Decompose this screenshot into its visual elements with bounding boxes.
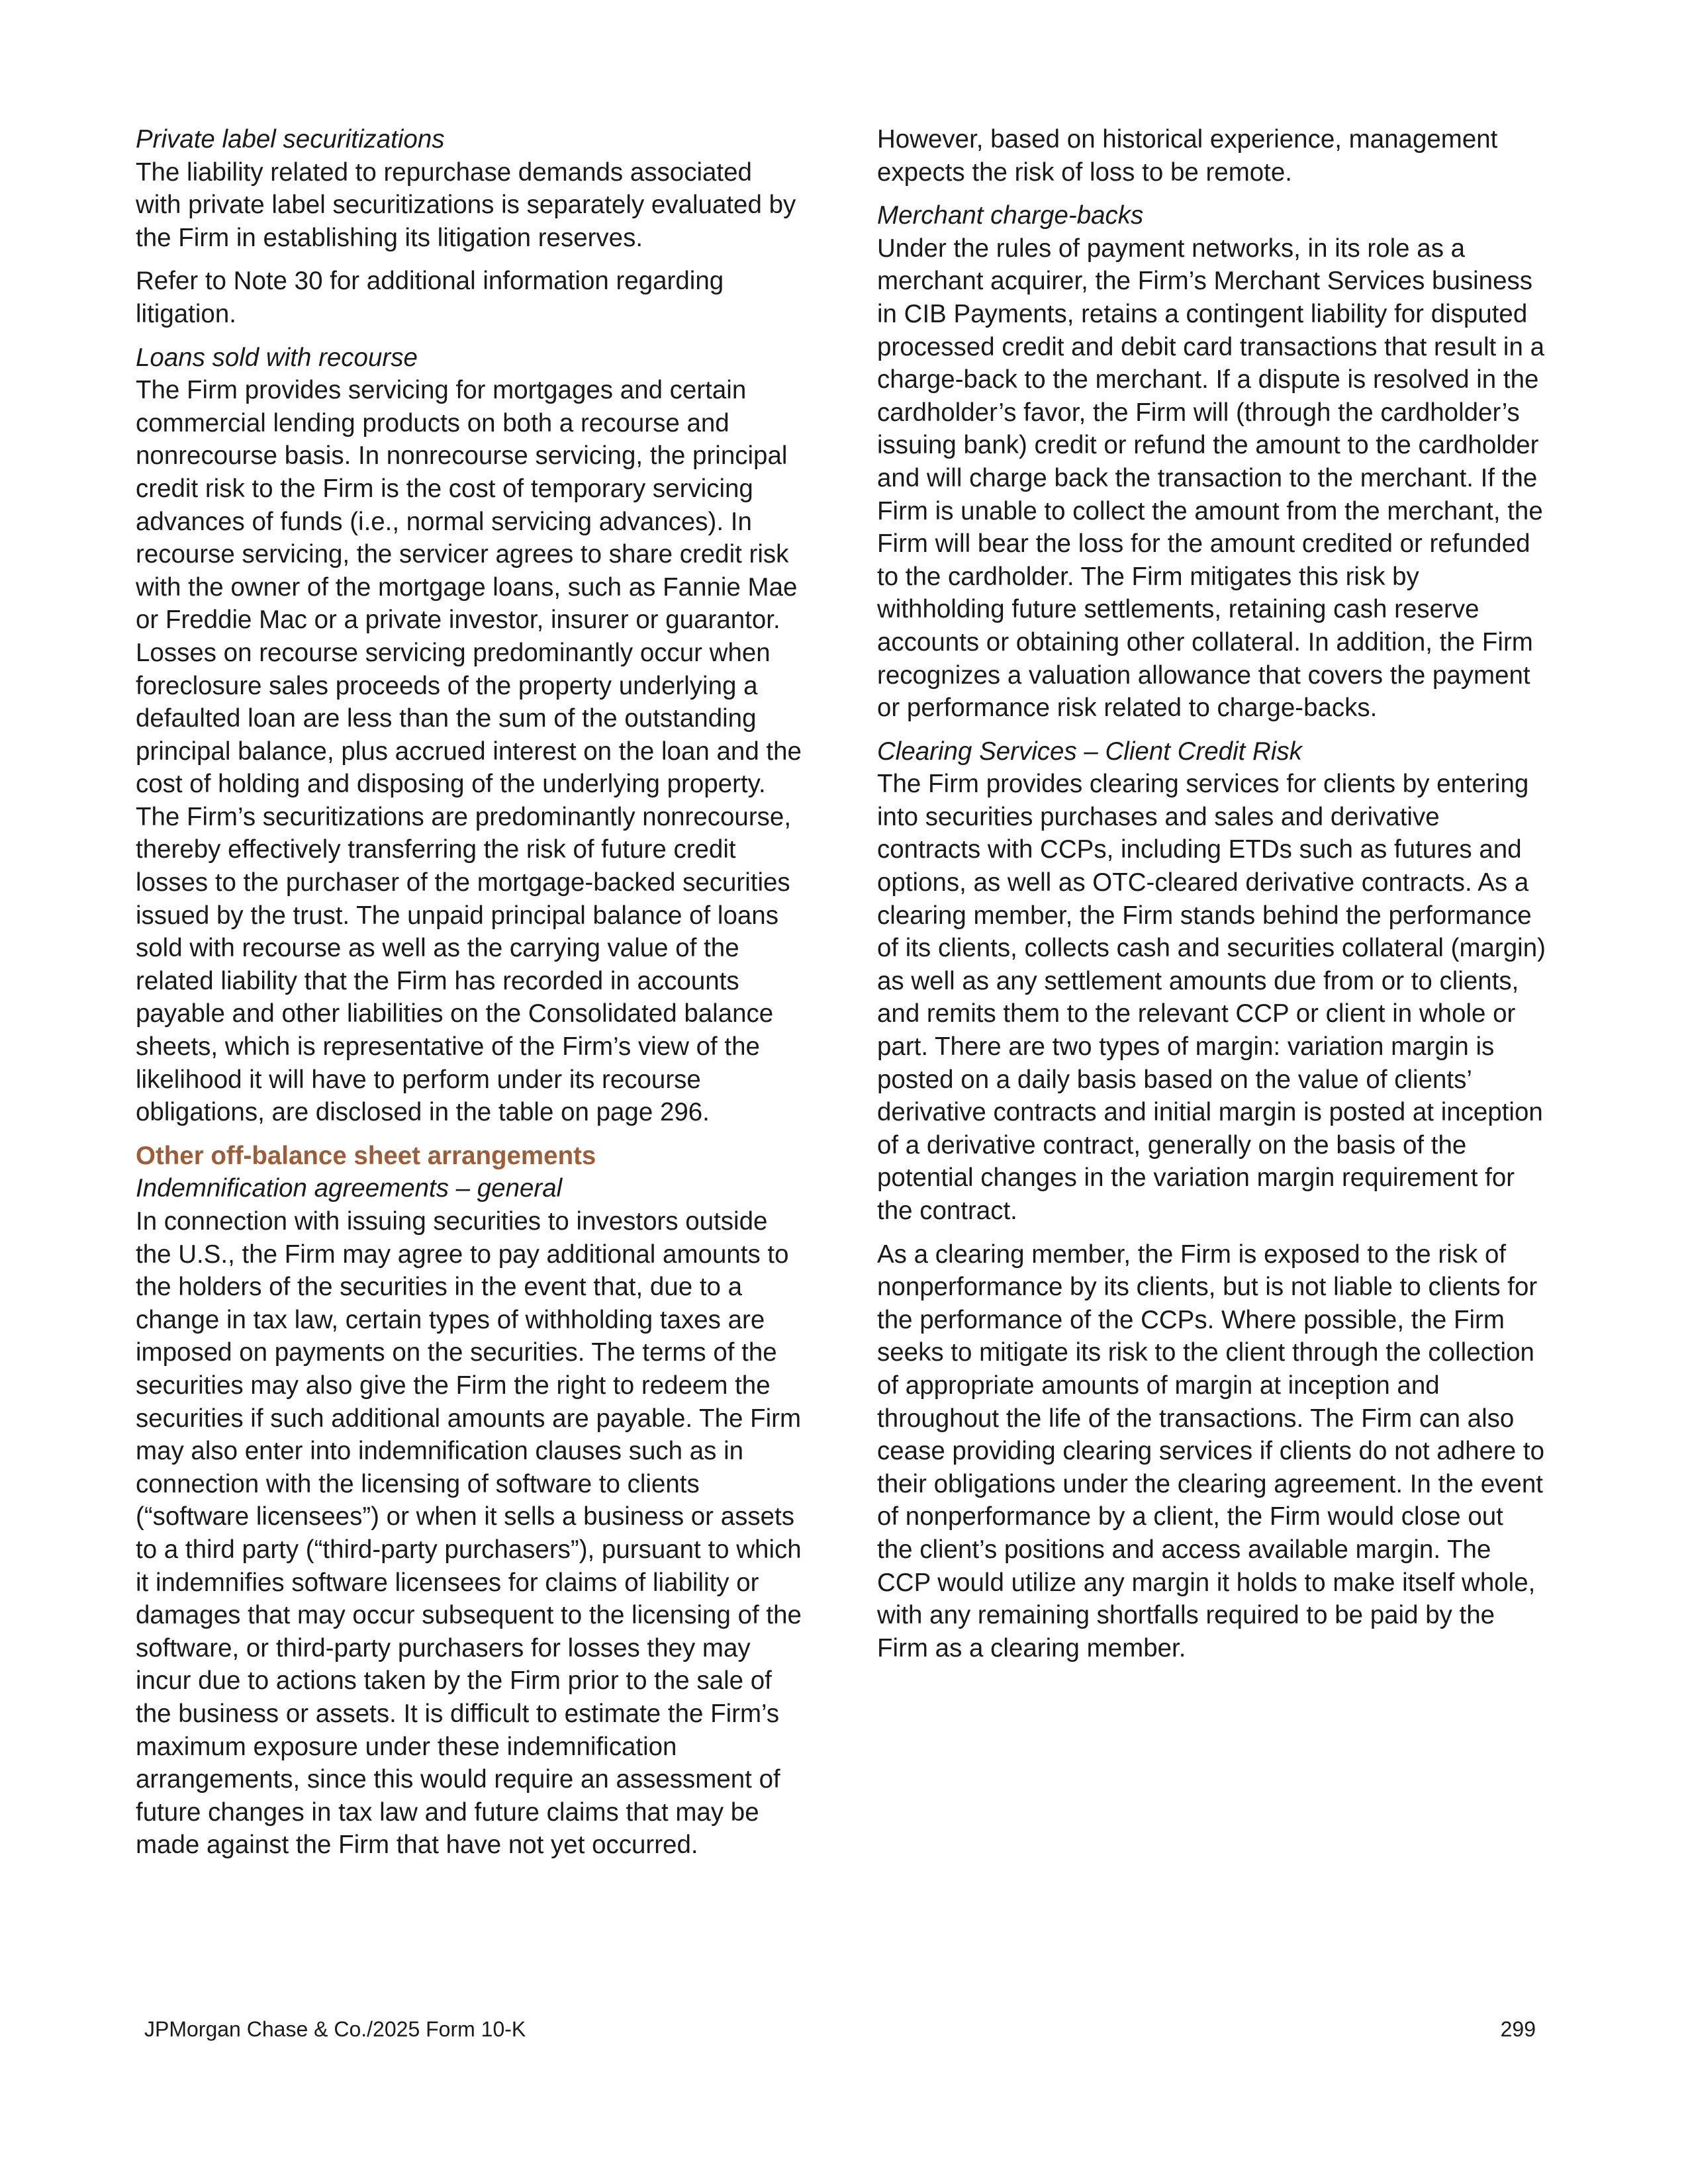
- indemnification-heading: Indemnification agreements – general: [136, 1174, 563, 1203]
- right-column: [877, 123, 1546, 1675]
- page-number: 299: [1500, 2017, 1536, 2041]
- clearing-paragraph-2: As a clearing member, the Firm is exposed to the risk of nonperformance by its clients, but is not liable to clients for the performance of the CCPs. Where possible, the Firm seeks to mitigate its risk to the client through the collection of appropriate amounts of margin at inception and throughout the life of the transactions. The Firm can also cease providing clearing services if clients do not adhere to their obligations under the clearing agreement. In the event of nonperformance by a client, the Firm would close out the client’s positions and access available margin. The CCP would utilize any margin it holds to make itself whole, with any remaining shortfalls required to be paid by the Firm as a clearing member.: [877, 1240, 1544, 1662]
- continuation-paragraph: However, based on historical experience, management expects the risk of loss to be remote.: [877, 125, 1498, 187]
- private-label-heading: Private label securitizations: [136, 125, 445, 154]
- left-column: [136, 123, 804, 1872]
- clearing-section: [877, 735, 1546, 1228]
- merchant-paragraph: Under the rules of payment networks, in its role as a merchant acquirer, the Firm’s Merchant Services business in CIB Payments, retains a contingent liability for disputed processed credit and debit card transactions that result in a charge-back to the merchant. If a dispute is resolved in the cardholder’s favor, the Firm will (through the cardholder’s issuing bank) credit or refund the amount to the cardholder and will charge back the transaction to the merchant. If the Firm is unable to collect the amount from the merchant, the Firm will bear the loss for the amount credited or refunded to the cardholder. The Firm mitigates this risk by withholding future settlements, retaining cash reserve accounts or obtaining other collateral. In addition, the Firm recognizes a valuation allowance that covers the payment or performance risk related to charge-backs.: [877, 234, 1544, 723]
- clearing-paragraph: The Firm provides clearing services for clients by entering into securities purchases and sales and derivative contracts with CCPs, including ETDs such as futures and options, as well as OTC-cleared derivative contracts. As a clearing member, the Firm stands behind the performance of its clients, collects cash and securities collateral (margin) as well as any settlement amounts due from or to clients, and remits them to the relevant CCP or client in whole or part. There are two types of margin: variation margin is posted on a daily basis based on the value of clients’ derivative contracts and initial margin is posted at inception of a derivative contract, generally on the basis of the potential changes in the variation margin requirement for the contract.: [877, 770, 1546, 1225]
- section-heading-other-off-balance: Other off-balance sheet arrangements: [136, 1141, 596, 1170]
- other-off-balance-section: [136, 1140, 804, 1862]
- footer-source: JPMorgan Chase & Co./2025 Form 10-K: [144, 2017, 526, 2041]
- clearing-heading: Clearing Services – Client Credit Risk: [877, 737, 1302, 766]
- litigation-reference-paragraph: Refer to Note 30 for additional information regarding litigation.: [136, 267, 724, 328]
- private-label-paragraph: The liability related to repurchase demands associated with private label securitizations is separately evaluated by the Firm in establishing its litigation reserves.: [136, 158, 796, 252]
- loans-sold-paragraph: The Firm provides servicing for mortgages and certain commercial lending products on both a recourse and nonrecourse basis. In nonrecourse servicing, the principal credit risk to the Firm is the cost of temporary servicing advances of funds (i.e., normal servicing advances). In recourse servicing, the servicer agrees to share credit risk with the owner of the mortgage loans, such as Fannie Mae or Freddie Mac or a private investor, insurer or guarantor. Losses on recourse servicing predominantly occur when foreclosure sales proceeds of the property underlying a defaulted loan are less than the sum of the outstanding principal balance, plus accrued interest on the loan and the cost of holding and disposing of the underlying property. The Firm’s securitizations are predominantly nonrecourse, thereby effectively transferring the risk of future credit losses to the purchaser of the mortgage-backed securities issued by the trust. The unpaid principal balance of loans sold with recourse as well as the carrying value of the related liability that the Firm has recorded in accounts payable and other liabilities on the Consolidated balance sheets, which is representative of the Firm’s view of the likelihood it will have to perform under its recourse obligations, are disclosed in the table on page 296.: [136, 376, 802, 1127]
- private-label-section: [136, 123, 804, 254]
- loans-sold-section: [136, 341, 804, 1129]
- merchant-heading: Merchant charge-backs: [877, 201, 1144, 230]
- indemnification-paragraph: In connection with issuing securities to investors outside the U.S., the Firm may agree to pay additional amounts to the holders of the securities in the event that, due to a change in tax law, certain types of withholding taxes are imposed on payments on the securities. The terms of the securities may also give the Firm the right to redeem the securities if such additional amounts are payable. The Firm may also enter into indemnification clauses such as in connection with the licensing of software to clients (“software licensees”) or when it sells a business or assets to a third party (“third-party purchasers”), pursuant to which it indemnifies software licensees for claims of liability or damages that may occur subsequent to the licensing of the software, or third-party purchasers for losses they may incur due to actions taken by the Firm prior to the sale of the business or assets. It is difficult to estimate the Firm’s maximum exposure under these indemnification arrangements, since this would require an assessment of future changes in tax law and future claims that may be made against the Firm that have not yet occurred.: [136, 1207, 802, 1860]
- loans-sold-heading: Loans sold with recourse: [136, 343, 418, 372]
- merchant-section: [877, 199, 1546, 725]
